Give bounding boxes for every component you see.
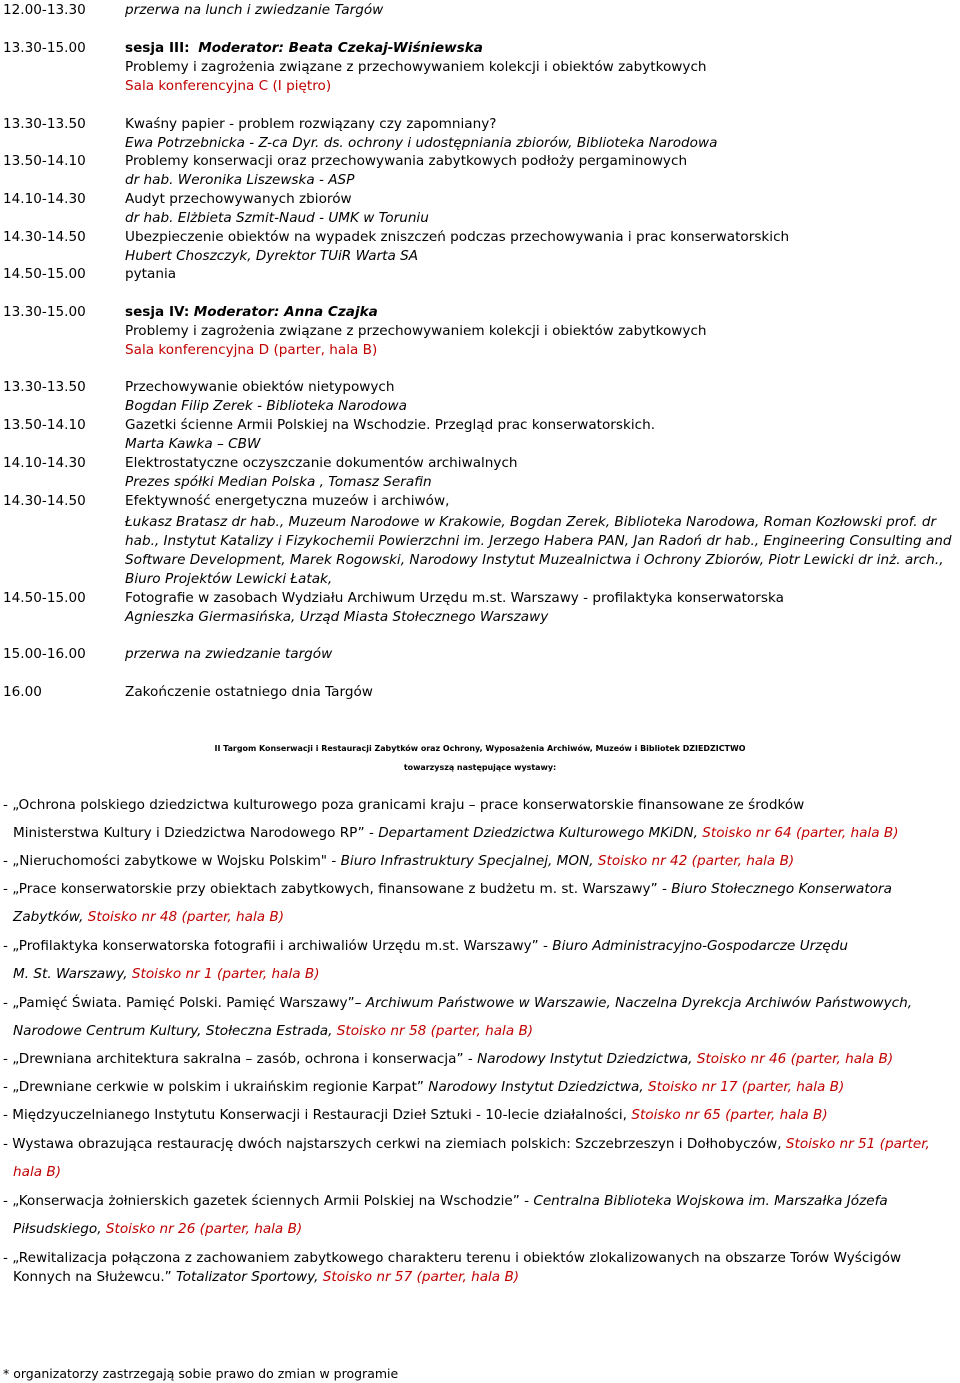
exhibition-stand: Stoisko nr 26 (parter, hala B) (105, 1221, 303, 1237)
session4-room: Sala konferencyjna D (parter, hala B) (125, 342, 378, 358)
exhibition-organizer: M. St. Warszawy, (13, 966, 132, 982)
talk-speaker: Łukasz Bratasz dr hab., Muzeum Narodowe w Krakowie, Bogdan Zerek, Biblioteka Narodowa, Roman Kozłowski prof. dr hab., Instytut Katalizy i Fizykochemii Powierzchni im. Jerzego Habera PAN, Jan Radoń dr hab., Engineering Consulting and Software Development, Marek Rogowski, Narodowy Instytut Muzealnictwa i Ochrony Zbiorów, Piotr Lewicki dr inż. arch., Biuro Projektów Lewicki Łatak, (125, 514, 952, 587)
exhibition-stand: Stoisko nr 57 (parter, hala B) (322, 1269, 520, 1285)
closing-title: Zakończenie ostatniego dnia Targów (125, 684, 373, 700)
session4-heading (125, 304, 378, 321)
exhibition-organizer: Narodowy Instytut Dziedzictwa, (428, 1079, 648, 1095)
session4-topic: Problemy i zagrożenia związane z przechowywaniem kolekcji i obiektów zabytkowych (125, 323, 707, 339)
talk-title: Efektywność energetyczna muzeów i archiwów, (125, 493, 450, 509)
exhibition-line (3, 1136, 930, 1153)
talk-time: 14.10-14.30 (3, 455, 86, 471)
exhibition-organizer: Zabytków, (13, 909, 88, 925)
talk-time: 13.30-13.50 (3, 379, 86, 395)
talk-time: 13.50-14.10 (3, 153, 86, 169)
exhibition-organizer: Piłsudskiego, (13, 1221, 106, 1237)
exhibition-organizer: Totalizator Sportowy, (176, 1269, 323, 1285)
talk-time: 14.30-14.50 (3, 229, 86, 245)
exhibition-line (3, 797, 804, 814)
exhibition-title: - „Konserwacja żołnierskich gazetek ściennych Armii Polskiej na Wschodzie” - (3, 1193, 534, 1209)
talk-title: Przechowywanie obiektów nietypowych (125, 379, 395, 395)
time-break: 15.00-16.00 (3, 646, 86, 662)
exhibition-organizer: Narodowe Centrum Kultury, Stołeczna Estrada, (13, 1023, 337, 1039)
exhibition-title: - „Nieruchomości zabytkowe w Wojsku Polskim" - (3, 853, 341, 869)
time-lunch: 12.00-13.30 (3, 2, 86, 18)
talk-time: 14.50-15.00 (3, 266, 86, 282)
exhibition-title: Konnych na Służewcu.” (13, 1269, 177, 1285)
exhibition-line (13, 1221, 302, 1238)
visit-break-title: przerwa na zwiedzanie targów (125, 646, 333, 662)
talk-speaker: Ewa Potrzebnicka - Z-ca Dyr. ds. ochrony i udostępniania zbiorów, Biblioteka Narodowa (125, 135, 718, 151)
exhibition-stand: Stoisko nr 65 (parter, hala B) (631, 1107, 828, 1123)
talk-title: pytania (125, 266, 177, 282)
talk-title: Audyt przechowywanych zbiorów (125, 191, 352, 207)
exhibition-title: - „Ochrona polskiego dziedzictwa kulturowego poza granicami kraju – prace konserwatorskie finansowane ze środków (3, 797, 805, 813)
talk-time: 14.30-14.50 (3, 493, 86, 509)
session3-heading (125, 40, 483, 57)
talk-title: Problemy konserwacji oraz przechowywania zabytkowych podłoży pergaminowych (125, 153, 688, 169)
exhibition-organizer: – Archiwum Państwowe w Warszawie, Naczelna Dyrekcja Archiwów Państwowych, (354, 995, 913, 1011)
footnote: * organizatorzy zastrzegają sobie prawo do zmian w programie (3, 1366, 399, 1381)
exhibition-title: - Międzyuczelnianego Instytutu Konserwacji i Restauracji Dzieł Sztuki - 10-lecie działalności, (3, 1107, 632, 1123)
exhibition-line (3, 1107, 828, 1124)
talk-title: Gazetki ścienne Armii Polskiej na Wschodzie. Przegląd prac konserwatorskich. (125, 417, 656, 433)
exhibition-title: - „Profilaktyka konserwatorska fotografii i archiwaliów Urzędu m.st. Warszawy” - (3, 938, 553, 954)
exhibition-title: Ministerstwa Kultury i Dziedzictwa Narodowego RP” - (13, 825, 379, 841)
exhibition-organizer: Departament Dziedzictwa Kulturowego MKiDN, (378, 825, 703, 841)
exhibition-stand: Stoisko nr 64 (parter, hala B) (702, 825, 899, 841)
talk-speaker: Marta Kawka – CBW (125, 436, 261, 452)
talk-speaker: Hubert Choszczyk, Dyrektor TUiR Warta SA (125, 248, 419, 264)
talk-title: Elektrostatyczne oczyszczanie dokumentów archiwalnych (125, 455, 518, 471)
talk-title: Ubezpieczenie obiektów na wypadek zniszczeń podczas przechowywania i prac konserwatorskich (125, 229, 790, 245)
exhibition-stand: Stoisko nr 42 (parter, hala B) (597, 853, 795, 869)
talk-speaker: Agnieszka Giermasińska, Urząd Miasta Stołecznego Warszawy (125, 609, 549, 625)
talk-title: Kwaśny papier - problem rozwiązany czy zapomniany? (125, 116, 497, 132)
exhibition-line (3, 881, 892, 898)
exhibition-organizer: Narodowy Instytut Dziedzictwa, (477, 1051, 697, 1067)
exhibition-organizer: Biuro Administracyjno-Gospodarcze Urzędu (552, 938, 849, 954)
session3-moderator: Moderator: Beata Czekaj-Wiśniewska (198, 40, 483, 56)
session3-label: sesja III: (125, 40, 190, 56)
exhibition-title: - „Rewitalizacja połączona z zachowaniem zabytkowego charakteru terenu i obiektów zlokalizowanych na obszarze Torów Wyścigów (3, 1250, 902, 1266)
exhibition-title: - „Prace konserwatorskie przy obiektach zabytkowych, finansowane z budżetu m. st. Warszawy” - (3, 881, 672, 897)
exhibition-title: - „Drewniane cerkwie w polskim i ukraińskim regionie Karpat” (3, 1079, 429, 1095)
exhibition-stand: hala B) (13, 1164, 62, 1180)
session4-time: 13.30-15.00 (3, 304, 86, 320)
exhibition-stand: Stoisko nr 1 (parter, hala B) (131, 966, 320, 982)
exhibition-line (13, 909, 284, 926)
exhibition-stand: Stoisko nr 51 (parter, (785, 1136, 930, 1152)
exhibition-line (3, 853, 794, 870)
exhibition-stand: Stoisko nr 46 (parter, hala B) (696, 1051, 894, 1067)
exhibition-line (3, 938, 848, 955)
talk-speaker: dr hab. Weronika Liszewska - ASP (125, 172, 355, 188)
exhibition-title: - „Drewniana architektura sakralna – zasób, ochrona i konserwacja” - (3, 1051, 478, 1067)
talk-time: 14.10-14.30 (3, 191, 86, 207)
time-end: 16.00 (3, 684, 42, 700)
exhibition-line (13, 1269, 519, 1286)
talk-speaker: Prezes spółki Median Polska , Tomasz Serafin (125, 474, 432, 490)
exhibition-line (13, 966, 320, 983)
exhibition-line (13, 1023, 533, 1040)
exhibition-stand: Stoisko nr 17 (parter, hala B) (647, 1079, 845, 1095)
talk-speaker: Bogdan Filip Zerek - Biblioteka Narodowa (125, 398, 407, 414)
exhibition-line (3, 1193, 888, 1210)
session4-label: sesja IV: (125, 304, 190, 320)
exhibition-title: - Wystawa obrazująca restaurację dwóch najstarszych cerkwi na ziemiach polskich: Szczebrzeszyn i Dołhobyczów, (3, 1136, 786, 1152)
exhibition-title: - „Pamięć Świata. Pamięć Polski. Pamięć Warszawy” (3, 995, 355, 1011)
exhibition-line (3, 1051, 893, 1068)
talk-time: 14.50-15.00 (3, 590, 86, 606)
lunch-break-title: przerwa na lunch i zwiedzanie Targów (125, 2, 384, 18)
talk-speaker: dr hab. Elżbieta Szmit-Naud - UMK w Toruniu (125, 210, 429, 226)
talk-title: Fotografie w zasobach Wydziału Archiwum Urzędu m.st. Warszawy - profilaktyka konserwatorska (125, 590, 784, 606)
exhibition-line (3, 1250, 901, 1267)
exhibition-stand: Stoisko nr 48 (parter, hala B) (87, 909, 285, 925)
talk-time: 13.50-14.10 (3, 417, 86, 433)
session3-room: Sala konferencyjna C (I piętro) (125, 78, 332, 94)
exhibition-organizer: Centralna Biblioteka Wojskowa im. Marszałka Józefa (533, 1193, 888, 1209)
exhibition-line (3, 995, 912, 1012)
exhibitions-subheading: towarzyszą następujące wystawy: (403, 763, 557, 772)
exhibition-line (13, 1164, 61, 1181)
exhibition-organizer: Biuro Infrastruktury Specjalnej, MON, (340, 853, 598, 869)
exhibition-line (13, 825, 899, 842)
exhibition-organizer: Biuro Stołecznego Konserwatora (671, 881, 892, 897)
talk-time: 13.30-13.50 (3, 116, 86, 132)
session3-topic: Problemy i zagrożenia związane z przechowywaniem kolekcji i obiektów zabytkowych (125, 59, 707, 75)
exhibition-line (3, 1079, 844, 1096)
exhibitions-heading: II Targom Konserwacji i Restauracji Zabytków oraz Ochrony, Wyposażenia Archiwów, Muzeów i Bibliotek DZIEDZICTWO (214, 744, 746, 753)
exhibition-stand: Stoisko nr 58 (parter, hala B) (336, 1023, 534, 1039)
session3-time: 13.30-15.00 (3, 40, 86, 56)
session4-moderator: Moderator: Anna Czajka (193, 304, 378, 320)
